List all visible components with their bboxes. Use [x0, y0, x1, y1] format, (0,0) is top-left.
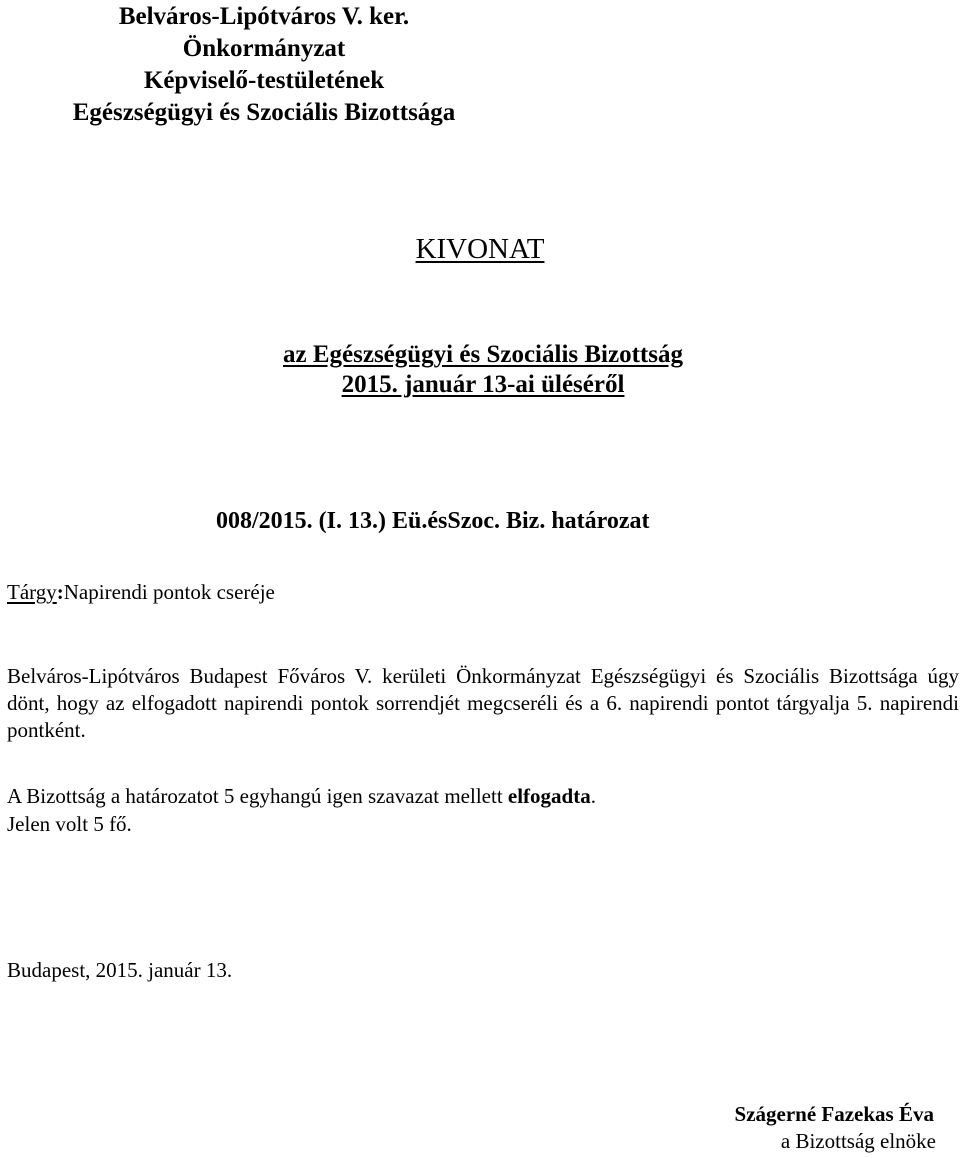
decision-paragraph: Belváros-Lipótváros Budapest Főváros V. kerületi Önkormányzat Egészségügyi és Szociális Bizottsága úgy dönt, hogy az elfogadott napirendi pontok sorrendjét megcseréli és a 6. napirendi pontot tárgyalja 5. napirendi pontként.: [7, 664, 959, 742]
subject-text: Napirendi pontok cseréje: [63, 580, 275, 604]
signer-role: a Bizottság elnöke: [780, 1129, 936, 1153]
vote-line: [7, 784, 596, 809]
subject-label: Tárgy: [7, 580, 57, 604]
place-date: Budapest, 2015. január 13.: [7, 958, 233, 982]
signer-name: Szágerné Fazekas Éva: [734, 1102, 934, 1126]
header-line-3: Képviselő-testületének: [143, 67, 385, 94]
vote-result: elfogadta: [507, 784, 591, 808]
subject-line: [7, 580, 275, 605]
document-title: KIVONAT: [415, 233, 545, 265]
vote-prefix: A Bizottság a határozatot 5 egyhangú igen szavazat mellett: [7, 784, 508, 808]
header-line-4: Egészségügyi és Szociális Bizottsága: [72, 99, 456, 126]
vote-suffix: .: [590, 784, 596, 808]
header-line-2: Önkormányzat: [182, 35, 346, 62]
header-line-1: Belváros-Lipótváros V. ker.: [118, 3, 410, 30]
subtitle-line-1: az Egészségügyi és Szociális Bizottság: [283, 341, 683, 368]
resolution-number: 008/2015. (I. 13.) Eü.ésSzoc. Biz. határozat: [216, 508, 650, 534]
subject-colon: :: [56, 580, 64, 604]
attendance-line: Jelen volt 5 fő.: [7, 812, 132, 836]
subtitle-line-2: 2015. január 13-ai üléséről: [341, 371, 625, 398]
